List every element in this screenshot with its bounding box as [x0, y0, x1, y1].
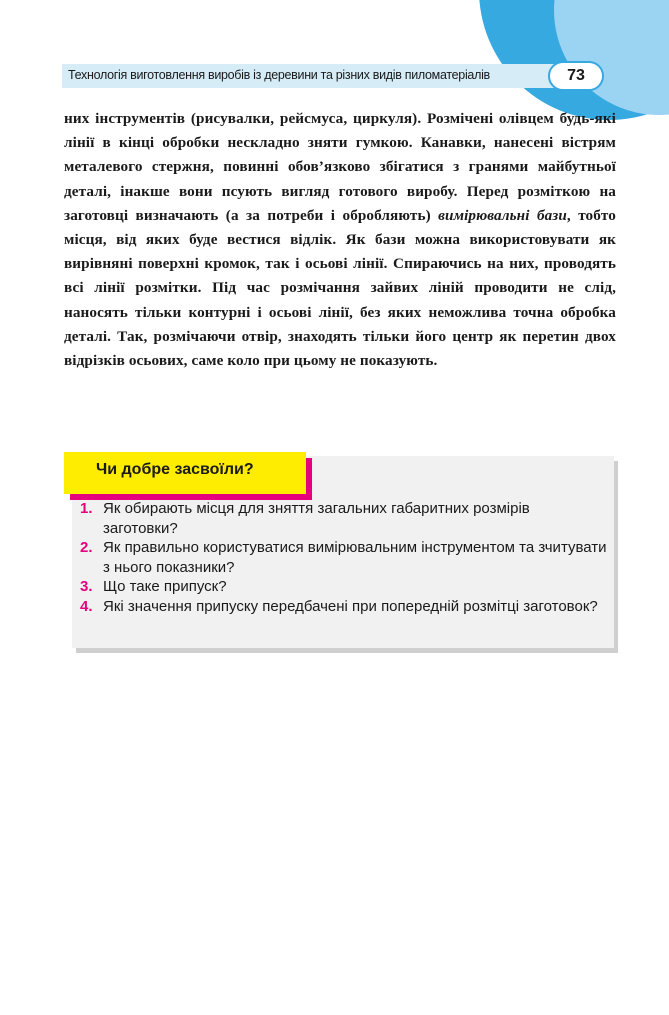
question-text: Як правильно користуватися вимірювальним інструментом та зчитувати з нього показники? [103, 539, 607, 576]
question-item [80, 597, 608, 617]
running-header-title: Технологія виготовлення виробів із деревини та різних видів пиломатеріалів [68, 68, 490, 82]
body-text-part1: них інструментів (рисувалки, рейсмуса, циркуля). Розмічені олівцем будь-які лінії в кінці обробки нескладно зняти гумкою. Канавки, нанесені вістрям металевого стержня, повинні обов’язково збігатися з гранями майбутньої деталі, інакше вони псують вигляд готового виробу. Перед розміткою на заготовці визначають (а за потреби і обробляють) [64, 110, 616, 224]
question-text: Що таке припуск? [103, 578, 227, 595]
question-item [80, 499, 608, 538]
key-term: вимірювальні бази [438, 206, 567, 224]
question-text: Як обирають місця для зняття загальних габаритних розмірів заготовки? [103, 500, 530, 537]
question-text: Які значення припуску передбачені при попередній розмітці заготовок? [103, 597, 598, 615]
question-item [80, 538, 608, 577]
question-item [80, 577, 608, 597]
body-paragraph [64, 107, 616, 373]
question-number: 1. [80, 500, 93, 517]
question-number: 4. [80, 597, 93, 615]
question-number: 2. [80, 539, 93, 556]
question-number: 3. [80, 578, 93, 595]
review-questions-list [80, 499, 608, 616]
page-number: 73 [548, 61, 604, 91]
body-text-part2: , тобто місця, від яких буде вестися відлік. Як бази можна використовувати як вирівняні поверхні кромок, так і осьові лінії. Спираючись на них, проводять всі лінії розмітки. Під час розмічання зайвих ліній проводити не слід, наносять тільки контурні і осьові лінії, без яких неможлива точна обробка деталі. Так, розмічаючи отвір, знаходять тільки його центр як перетин двох відрізків осьових, саме коло при цьому не показують. [64, 206, 616, 370]
review-questions-title: Чи добре засвоїли? [96, 461, 254, 478]
